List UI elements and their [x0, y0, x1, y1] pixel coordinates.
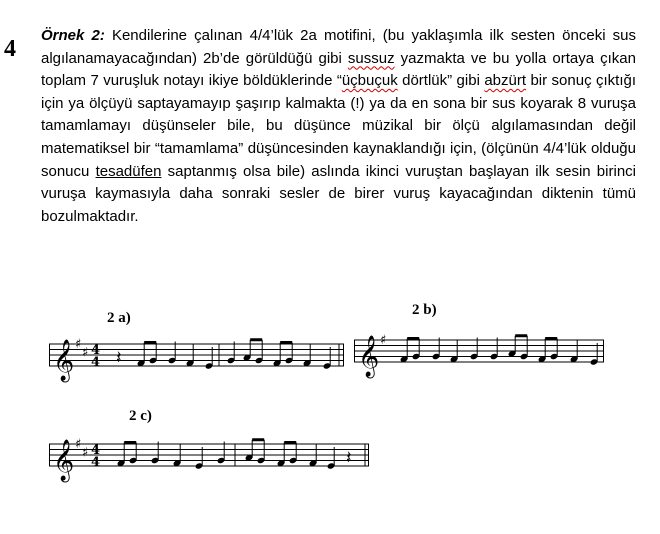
paragraph-segment: üçbuçuk	[341, 72, 398, 90]
paragraph-segment: yazmakta ve bu yolla ortaya çıkan toplam 7 vuruşluk notayı ikiye böldüklerinde “	[41, 49, 636, 90]
page-number: 4	[4, 36, 16, 62]
staff-2b	[354, 330, 609, 380]
sharp-icon: ♯	[75, 337, 82, 352]
sharp-icon: ♯	[82, 445, 89, 461]
time-signature-top: 4	[91, 343, 101, 358]
time-signature-bottom: 4	[91, 455, 101, 470]
paragraph-segment: sussuz	[347, 49, 395, 67]
quarter-rest-icon: 𝄽	[116, 347, 122, 369]
staff-2a	[49, 334, 349, 384]
example-2b-label: 2 b)	[412, 302, 437, 318]
staff-2c	[49, 434, 374, 484]
paragraph-segment: Kendilerine çalınan 4/4’lük 2a motifini, (bu yaklaşımla ilk sesten önceki sus algılanamayacağından) 2b’de görüldüğü gibi	[41, 27, 636, 67]
paragraph-segment: tesadüfen	[95, 162, 162, 180]
example-2a-label: 2 a)	[107, 310, 131, 326]
sharp-icon: ♯	[380, 333, 387, 348]
paragraph-segment: saptanmış olsa bile) aslında ikinci vuruştan başlayan ilk sesin birinci vuruşa kaymasıyla daha sonraki sesler de birer vuruş kayacağından diktenin tümü bozulmaktadır.	[41, 162, 636, 225]
paragraph-segment: dörtlük” gibi	[397, 72, 485, 90]
treble-clef-icon: 𝄞	[53, 340, 75, 381]
sharp-icon: ♯	[82, 345, 89, 361]
paragraph-segment: bir sonuç çıktığı için ya ölçüyü saptayamayıp şaşırıp kalmakta (!) ya da en sona bir sus koyarak 8 vuruşa tamamlamayı düşünseler bile, bu düşünce müzikal bir ölçü algılamasından değil matematiksel bir “tamamlama” düşüncesinden kaynaklandığı için, (ölçünün 4/4’lük olduğu sonucu	[41, 72, 636, 180]
example-label: Örnek 2:	[41, 27, 105, 44]
quarter-rest-icon: 𝄽	[346, 447, 352, 469]
sharp-icon: ♯	[75, 437, 82, 452]
paragraph-body	[41, 27, 636, 225]
treble-clef-icon: 𝄞	[53, 440, 75, 481]
time-signature-top: 4	[91, 443, 101, 458]
example-paragraph	[41, 25, 636, 228]
time-signature-bottom: 4	[91, 355, 101, 370]
paragraph-segment: abzürt	[484, 72, 527, 90]
treble-clef-icon: 𝄞	[358, 336, 380, 377]
example-2c-label: 2 c)	[129, 408, 152, 424]
